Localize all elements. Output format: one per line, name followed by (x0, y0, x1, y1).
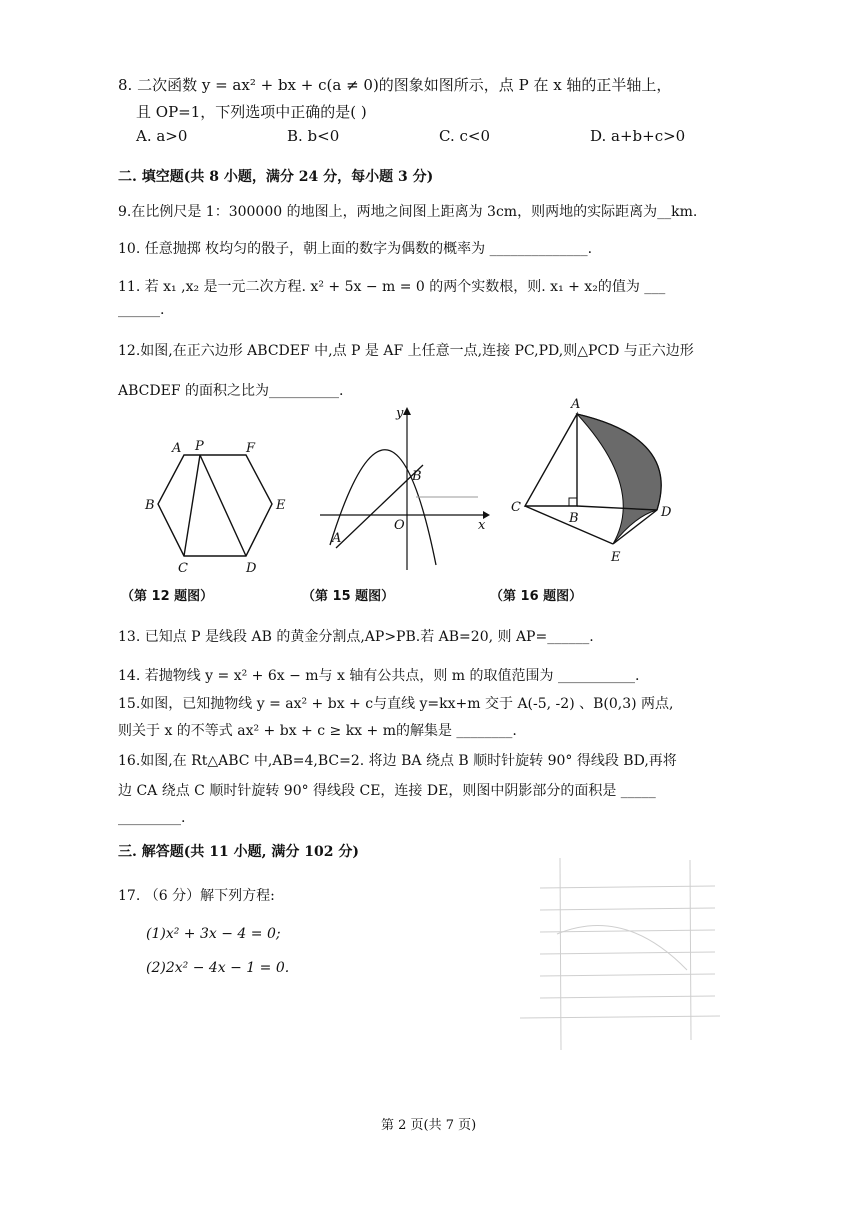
q8-option-c: C. c<0 (439, 127, 490, 145)
r16-label-c: C (511, 500, 521, 515)
q15-line2: 则关于 x 的不等式 ax² + bx + c ≥ kx + m的解集是 ________. (118, 723, 517, 739)
page-footer: 第 2 页(共 7 页) (381, 1118, 477, 1133)
section2-heading: 二. 填空题(共 8 小题，满分 24 分，每小题 3 分) (118, 169, 434, 185)
q16-line1: 16.如图,在 Rt△ABC 中,AB=4,BC=2. 将边 BA 绕点 B 顺时针旋转 90° 得线段 BD,再将 (118, 753, 677, 769)
hex-label-a: A (172, 441, 182, 456)
straight-line (336, 465, 423, 548)
q9-text: 9.在比例尺是 1：300000 的地图上，两地之间图上距离为 3cm，则两地的实际距离为__km. (118, 204, 698, 220)
shaded-region (577, 414, 661, 544)
q8-option-d: D. a+b+c>0 (590, 127, 686, 145)
q15-line1: 15.如图，已知抛物线 y = ax² + bx + c与直线 y=kx+m 交于 A(-5, -2) 、B(0,3) 两点, (118, 696, 674, 712)
r16-label-e: E (611, 550, 621, 565)
q11-line2: ______. (118, 302, 165, 318)
q16-line3: _________. (118, 810, 186, 826)
faint-grid-sketch (515, 850, 725, 1055)
r16-label-a: A (571, 397, 581, 412)
figure-15-graph (318, 405, 493, 575)
hex-label-e: E (276, 498, 286, 513)
segment-pd (200, 455, 246, 556)
right-angle-mark (569, 498, 577, 506)
q8-line1: 8. 二次函数 y = ax² + bx + c(a ≠ 0)的图象如图所示，点 P 在 x 轴的正半轴上， (118, 76, 672, 94)
y-axis-arrow (403, 407, 411, 415)
q17-eq2: (2)2x² − 4x − 1 = 0. (146, 960, 290, 976)
hexagon-outline (158, 455, 272, 556)
q10-text: 10. 任意抛掷 枚均匀的骰子，朝上面的数字为偶数的概率为 ______________. (118, 241, 593, 257)
caption-fig16: （第 16 题图） (490, 589, 583, 604)
q14-text: 14. 若抛物线 y = x² + 6x − m与 x 轴有公共点，则 m 的取值范围为 ___________. (118, 668, 640, 684)
q12-line2: ABCDEF 的面积之比为__________. (118, 383, 344, 399)
g15-label-o: O (394, 518, 405, 533)
g15-label-x: x (478, 518, 486, 533)
q8-line2: 且 OP=1，下列选项中正确的是( ) (136, 103, 367, 121)
q13-text: 13. 已知点 P 是线段 AB 的黄金分割点,AP>PB.若 AB=20, 则 AP=______. (118, 629, 594, 645)
hex-label-b: B (145, 498, 155, 513)
section3-heading: 三. 解答题(共 11 小题, 满分 102 分) (118, 844, 359, 860)
figure-12-hexagon (140, 430, 300, 580)
q16-line2: 边 CA 绕点 C 顺时针旋转 90° 得线段 CE，连接 DE，则图中阴影部分的面积是 _____ (118, 783, 656, 799)
r16-label-b: B (569, 511, 579, 526)
hex-label-f: F (246, 441, 256, 456)
hex-label-d: D (246, 561, 257, 576)
figure-16-rotation (505, 398, 690, 573)
triangle-abc (525, 414, 577, 506)
q8-option-b: B. b<0 (287, 127, 340, 145)
g15-label-y: y (396, 406, 404, 421)
q17-title: 17. （6 分）解下列方程: (118, 888, 275, 904)
g15-label-b: B (412, 469, 422, 484)
q8-option-a: A. a>0 (136, 127, 188, 145)
g15-label-a: A (332, 531, 342, 546)
r16-label-d: D (661, 505, 672, 520)
segment-pc (184, 455, 200, 556)
caption-fig15: （第 15 题图） (302, 589, 395, 604)
q11-line1: 11. 若 x₁ ,x₂ 是一元二次方程. x² + 5x − m = 0 的两个实数根，则. x₁ + x₂的值为 ___ (118, 279, 666, 295)
q17-eq1: (1)x² + 3x − 4 = 0; (146, 926, 281, 942)
hex-label-p: P (195, 439, 204, 454)
q12-line1: 12.如图,在正六边形 ABCDEF 中,点 P 是 AF 上任意一点,连接 PC,PD,则△PCD 与正六边形 (118, 343, 694, 359)
hex-label-c: C (178, 561, 188, 576)
caption-fig12: （第 12 题图） (121, 589, 214, 604)
